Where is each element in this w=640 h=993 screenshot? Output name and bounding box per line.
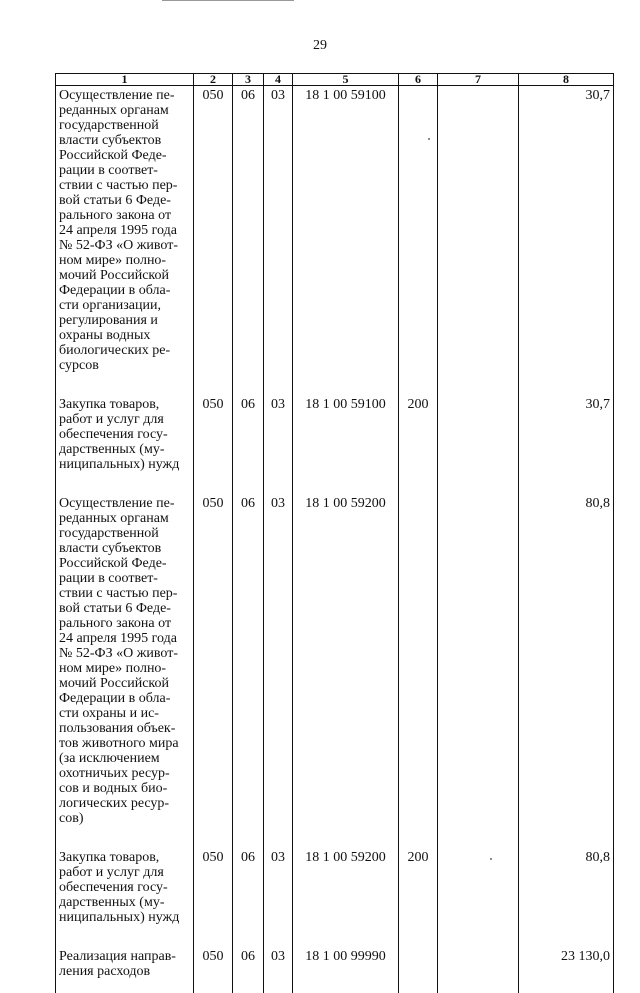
- scan-speck: [428, 138, 430, 140]
- header-col-5: 5: [293, 74, 399, 86]
- row-expense-type: 200: [399, 848, 438, 947]
- row-expense-type: [399, 947, 438, 993]
- row-ministry-code: 050: [194, 395, 233, 494]
- row-name: Закупка товаров, работ и услуг для обеспечения госу- дарственных (му- ниципальных) нужд: [56, 395, 194, 494]
- header-col-2: 2: [194, 74, 233, 86]
- header-col-3: 3: [233, 74, 264, 86]
- row-name: Закупка товаров, работ и услуг для обеспечения госу- дарственных (му- ниципальных) нужд: [56, 848, 194, 947]
- row-section-code: 06: [233, 848, 264, 947]
- row-target-article: 18 1 00 59100: [293, 395, 399, 494]
- scan-top-line: [162, 0, 294, 1]
- row-subsection-code: 03: [264, 395, 293, 494]
- row-expense-type: [399, 86, 438, 396]
- budget-table: [55, 73, 614, 993]
- header-col-4: 4: [264, 74, 293, 86]
- scan-speck: [490, 858, 492, 860]
- page-number: 29: [313, 38, 327, 53]
- row-name: Осуществление пе- реданных органам государственной власти субъектов Российской Феде- рации в соответ- ствии с частью пер- вой статьи 6 Феде- рального закона от 24 апреля 1995 года № 52-ФЗ «О живот- ном мире» полно- мочий Российской Федерации в обла- сти охраны и ис- пользования объек- тов животного мира (за исключением охотничьих ресур- сов и водных био- логических ресур- сов): [56, 494, 194, 848]
- row-name: Реализация направ- ления расходов: [56, 947, 194, 993]
- row-target-article: 18 1 00 59200: [293, 494, 399, 848]
- header-row: [56, 74, 614, 86]
- row-section-code: 06: [233, 947, 264, 993]
- row-subsection-code: 03: [264, 86, 293, 396]
- row-ministry-code: 050: [194, 848, 233, 947]
- row-subsection-code: 03: [264, 947, 293, 993]
- table-row: [56, 86, 614, 396]
- row-ministry-code: 050: [194, 494, 233, 848]
- row-target-article: 18 1 00 59100: [293, 86, 399, 396]
- row-ministry-code: 050: [194, 86, 233, 396]
- row-amount: 80,8: [519, 494, 614, 848]
- row-col7: [438, 947, 519, 993]
- row-amount: 30,7: [519, 395, 614, 494]
- row-name: Осуществление пе- реданных органам государственной власти субъектов Российской Феде- рации в соответ- ствии с частью пер- вой статьи 6 Феде- рального закона от 24 апреля 1995 года № 52-ФЗ «О живот- ном мире» полно- мочий Российской Федерации в обла- сти организации, регулирования и охраны водных биологических ре- сурсов: [56, 86, 194, 396]
- row-section-code: 06: [233, 494, 264, 848]
- header-col-6: 6: [399, 74, 438, 86]
- header-col-1: 1: [56, 74, 194, 86]
- row-amount: 30,7: [519, 86, 614, 396]
- row-subsection-code: 03: [264, 494, 293, 848]
- row-target-article: 18 1 00 59200: [293, 848, 399, 947]
- row-expense-type: [399, 494, 438, 848]
- row-expense-type: 200: [399, 395, 438, 494]
- table-row: [56, 395, 614, 494]
- row-col7: [438, 395, 519, 494]
- row-target-article: 18 1 00 99990: [293, 947, 399, 993]
- table-row: [56, 848, 614, 947]
- header-col-8: 8: [519, 74, 614, 86]
- budget-table-frame: [55, 73, 613, 993]
- row-section-code: 06: [233, 86, 264, 396]
- row-col7: [438, 86, 519, 396]
- table-row: [56, 947, 614, 993]
- row-amount: 80,8: [519, 848, 614, 947]
- table-row: [56, 494, 614, 848]
- row-ministry-code: 050: [194, 947, 233, 993]
- row-amount: 23 130,0: [519, 947, 614, 993]
- row-subsection-code: 03: [264, 848, 293, 947]
- row-col7: [438, 848, 519, 947]
- row-section-code: 06: [233, 395, 264, 494]
- header-col-7: 7: [438, 74, 519, 86]
- row-col7: [438, 494, 519, 848]
